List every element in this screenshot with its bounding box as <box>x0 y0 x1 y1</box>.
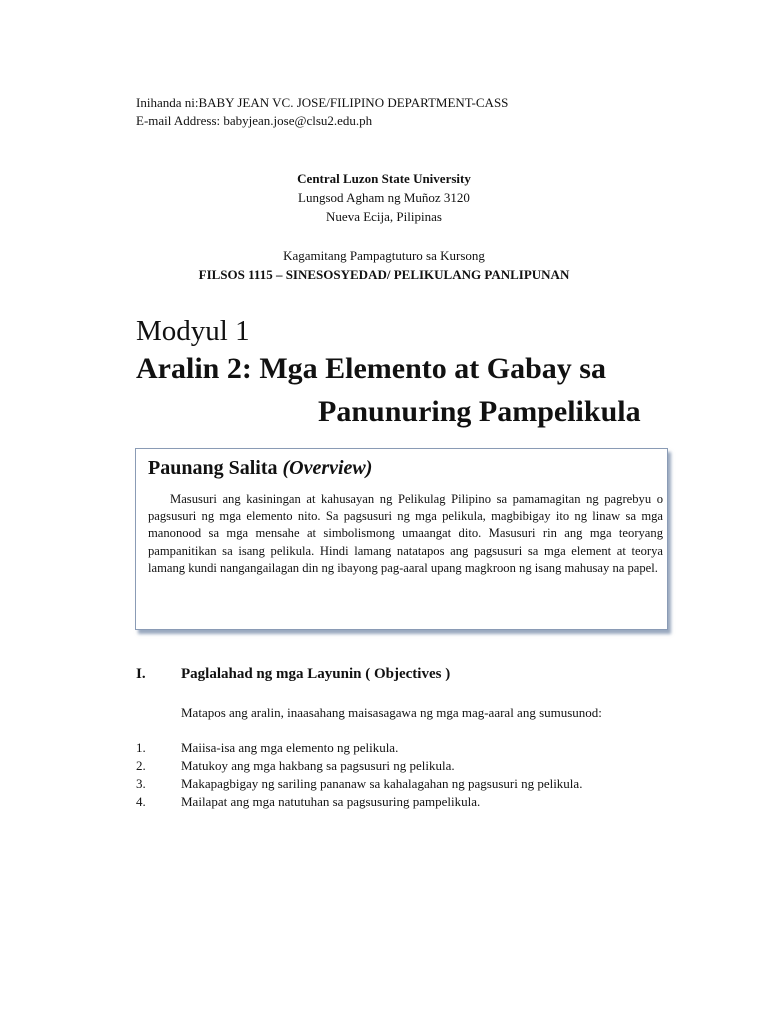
objective-text: Maiisa-isa ang mga elemento ng pelikula. <box>181 740 399 755</box>
objective-text: Makapagbigay ng sariling pananaw sa kahalagahan ng pagsusuri ng pelikula. <box>181 776 583 791</box>
lesson-title-line2: Panunuring Pampelikula <box>318 395 641 428</box>
overview-title-em: (Overview) <box>282 457 373 479</box>
overview-title <box>148 455 372 481</box>
objective-number: 3. <box>136 776 146 791</box>
prepared-by: Inihanda ni:BABY JEAN VC. JOSE/FILIPINO DEPARTMENT-CASS <box>136 95 509 110</box>
module-title: Modyul 1 <box>136 315 250 347</box>
university-province: Nueva Ecija, Pilipinas <box>326 209 442 224</box>
section-number: I. <box>136 666 146 682</box>
prepared-by-block <box>136 94 508 130</box>
objective-text: Matukoy ang mga hakbang sa pagsusuri ng pelikula. <box>181 758 455 773</box>
university-name: Central Luzon State University <box>297 171 471 186</box>
objectives-intro: Matapos ang aralin, inaasahang maisasagawa ng mga mag-aaral ang sumusunod: <box>181 705 602 720</box>
objective-number: 1. <box>136 740 146 755</box>
overview-text: Masusuri ang kasiningan at kahusayan ng Pelikulag Pilipino sa pamamagitan ng pagrebyu o pagsusuri ng mga elemento nito. Sa pagsusuri ng mga pelikula, magbibigay ito ng linaw sa mga manonood sa mga mensahe at simbolismong umaangat dito. Masusuri rin ang mga teoryang pampanitikan sa isang pelikula. Hindi lamang natatapos ang pagsusuri sa mga element at teorya lamang kundi nangangailagan din ng ibayong pag-aaral upang magkroon ng isang mahusay na papel. <box>148 492 663 575</box>
section-title: Paglalahad ng mga Layunin ( Objectives ) <box>181 666 451 682</box>
overview-title-text: Paunang Salita <box>148 457 283 479</box>
course-code: FILSOS 1115 – SINESOSYEDAD/ PELIKULANG PANLIPUNAN <box>198 267 570 282</box>
overview-box <box>135 448 668 630</box>
objective-number: 4. <box>136 794 146 809</box>
objective-number: 2. <box>136 758 146 773</box>
course-prefix: Kagamitang Pampagtuturo sa Kursong <box>283 248 485 263</box>
university-city: Lungsod Agham ng Muñoz 3120 <box>298 190 470 205</box>
lesson-title-line1: Aralin 2: Mga Elemento at Gabay sa <box>136 352 606 385</box>
email-address: E-mail Address: babyjean.jose@clsu2.edu.ph <box>136 113 373 128</box>
objective-text: Mailapat ang mga natutuhan sa pagsusuring pampelikula. <box>181 794 481 809</box>
